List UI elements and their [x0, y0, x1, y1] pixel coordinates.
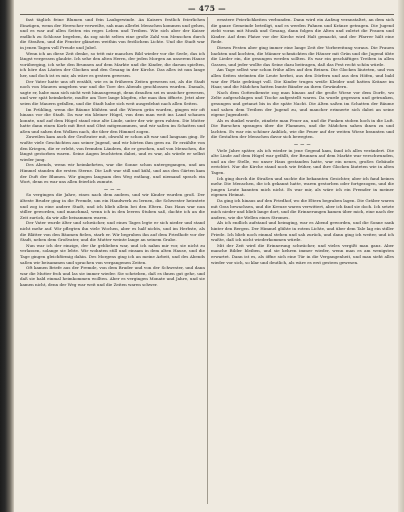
paragraph: Nun war ich der einzige, der ihr geblieben war, und ich nahm mir vor, sie nicht zu verlassen, solange sie lebte. Wir wohnten still und einsam in dem alten Hause, und die Tage gingen gleichförmig dahin. Des Morgens ging ich an meine Arbeit, und des Abends saßen wir beisammen und sprachen von vergangenen Zeiten. — [20, 242, 205, 265]
paragraph: Da ging ich hinaus auf den Friedhof, wo die Eltern begraben lagen. Die Gräber waren mit Gras bewachsen, und die Kreuze waren verwittert, aber ich fand sie doch. Ich setzte mich nieder und blieb lange dort, und die Erinnerungen kamen über mich, eine nach der andern, wie die Wellen eines Stromes. — [211, 198, 394, 220]
paragraph: So vergingen die Jahre, eines nach dem andern, und wir Kinder wurden groß. Der älteste Bruder ging in die Fremde, um ein Handwerk zu lernen, die Schwester heiratete und zog in eine andere Stadt, und ich blieb allein bei den Eltern. Das Haus war nun stiller geworden, und manchmal, wenn ich in den leeren Stuben saß, dachte ich an die Zeit zurück, da wir alle beisammen waren. — [20, 192, 205, 220]
page-edge — [398, 0, 404, 512]
page-header — [18, 4, 396, 14]
paragraph: Als es dunkel wurde, zündete man Feuer an, und die Funken stoben hoch in die Luft. Die Burschen sprangen über die Flammen, und die Mädchen sahen ihnen zu und lachten. Es war ein schöner Anblick, wie die Feuer auf der weiten Wiese brannten und die Gestalten der Menschen davor sich bewegten. — [211, 117, 394, 140]
paragraph: Oft kamen Briefe aus der Fremde, von dem Bruder und von der Schwester, und dann war die Mutter froh und las sie immer wieder. Sie schrieben, daß es ihnen gut gehe, und daß sie bald einmal heimkommen wollten. Aber es vergingen Monate und Jahre, und sie kamen nicht, denn der Weg war weit und die Zeiten waren schwer. — [20, 265, 205, 287]
paragraph: fast täglich feine Blumen und fein Laubgewinde. An Kaisers festlich feierlichen Einzügen, wenn der Herrscher verweilte, sah man allerlei Menschen kommen und gehen, und es war auf allen Seiten ein reges Leben und Treiben. Wie sich aber der Kaiser endlich zu Schlosse begeben, da zog nicht selten eine große Zahl von Menschen durch die Straßen, und die Fenster glänzten weithin von festlichem Lichte. Und die Stadt war in jenen Tagen voll Freude und Jubel. — [20, 17, 205, 50]
header-rule — [20, 14, 394, 15]
paragraph: Als ich endlich aufstand und heimging, war es Abend geworden, und die Sonne sank hinter den Bergen. Der Himmel glühte in rotem Lichte, und über dem Tale lag ein stiller Friede. Ich blieb noch einmal stehen und sah zurück, und dann ging ich weiter, und ich wußte, daß ich nicht wiederkommen würde. — [211, 220, 394, 243]
paragraph: Diesen Festen aber ging immer eine lange Zeit der Vorbereitung voraus. Die Frauen backten und kochten, die Männer schmückten die Häuser mit Grün und die Jugend übte die Lieder ein, die gesungen werden sollten. Es war ein geschäftiges Treiben in allen Gassen, und jeder wollte das Seine dazu beitragen, daß das Fest recht schön würde. — [211, 44, 394, 67]
right-column — [211, 17, 394, 504]
column-divider — [207, 17, 208, 504]
page-number: — 475 — — [188, 4, 226, 13]
paragraph: ernstere Feierlichkeiten verbunden. Dann wird ein Aufzug veranstaltet, an dem sich die ganze Gemeinde beteiligt, und es werden Fahnen und Kränze getragen. Die Jugend zieht voran mit Musik und Gesang, dann folgen die Alten und zuletzt die Frauen und Kinder. Auf dem Platze vor der Kirche wird Halt gemacht, und der Pfarrer hält eine Rede. — [211, 17, 394, 45]
paragraph: Der Vater hatte uns oft erzählt, wie es in früheren Zeiten gewesen sei, als die Stadt noch von Mauern umgeben war und die Tore des Abends geschlossen wurden. Damals, sagte er, habe man sich nicht weit hinausgewagt, denn draußen sei es unsicher gewesen, und wer spät heimkehrte, mußte am Tore lange klopfen, ehe man ihm öffnete. Jetzt aber seien die Mauern gefallen, und die Stadt habe sich weit ausgedehnt nach allen Seiten. — [20, 78, 205, 106]
section-divider: — — — — [104, 185, 121, 191]
paragraph: Nach dem Gottesdienste zog man hinaus auf die große Wiese vor dem Dorfe, wo Zelte aufgeschlagen und Tische aufgestellt waren. Da wurde gegessen und getrunken, gesungen und getanzt bis in die späte Nacht. Die Alten saßen im Schatten der Bäume und sahen dem Treiben der Jugend zu, und mancher erinnerte sich dabei an seine eigene Jugendzeit. — [211, 89, 394, 118]
book-spine-shadow — [0, 0, 14, 512]
paragraph: Wenn ich an diese Zeit denke, so tritt mir manches Bild wieder vor die Seele, das ich längst vergessen glaubte. Ich sehe den alten Herrn, der jeden Morgen an unserem Hause vorüberging, ich sehe den Brunnen auf dem Markte und die Kinder, die darum spielten, ich höre das Läuten der Glocken und den Gesang in der Kirche. Das alles ist nun lange her, und doch ist es mir, als wäre es gestern gewesen. — [20, 50, 205, 78]
paragraph: Des Abends, wenn wir heimkehrten, war die Sonne schon untergegangen, und am Himmel standen die ersten Sterne. Die Luft war still und kühl, und aus den Gärten kam der Duft der Blumen. Wir gingen langsam den Weg entlang, und niemand sprach ein Wort, denn es war uns allen feierlich zumute. — [20, 162, 205, 185]
paragraph: Mit der Zeit wird die Erinnerung schwächer, und vieles vergißt man ganz. Aber manche Bilder bleiben, und sie kehren immer wieder, wenn man es am wenigsten erwartet. Dann ist es, als öffne sich eine Tür in die Vergangenheit, und man sieht alles wieder vor sich, so klar und deutlich, als wäre es erst gestern gewesen. — [211, 242, 394, 265]
paragraph: Viele Jahre später, als ich wieder in jene Gegend kam, fand ich alles verändert. Die alte Linde auf dem Hügel war gefällt, der Brunnen auf dem Markte war verschwunden, und an der Stelle, wo unser Haus gestanden hatte, war ein neues, großes Gebäude errichtet. Nur die Kirche stand noch wie früher, und ihre Glocken läuteten wie in alten Tagen. — [211, 147, 394, 176]
left-column — [20, 17, 205, 504]
paragraph: Der Vater wurde älter und schwächer, und eines Tages legte er sich nieder und stand nicht mehr auf. Wir pflegten ihn viele Wochen, aber es half nichts, und im Herbste, als die Blätter von den Bäumen fielen, starb er. Wir begruben ihn auf dem Friedhofe vor der Stadt, neben dem Großvater, und die Mutter weinte lange an seinem Grabe. — [20, 220, 205, 243]
paragraph: Im Frühling, wenn die Bäume blühten und die Wiesen grün wurden, gingen wir oft hinaus vor die Stadt. Da war ein kleiner Hügel, von dem man weit ins Land schauen konnte, und auf dem Hügel stand eine alte Linde, unter der wir gern ruhten. Die Mutter hatte dann einen Korb mit Brot und Obst mitgenommen, und wir saßen im Schatten und aßen und sahen den Wolken nach, die über den Himmel zogen. — [20, 106, 205, 134]
paragraph: Zuweilen kam auch der Großvater mit, obwohl er schon alt war und langsam ging. Er wußte viele Geschichten aus seiner Jugend, und wir hörten ihm gern zu. Er erzählte von den Kriegen, die er erlebt, von fremden Ländern, die er gesehen, und von Menschen, die längst gestorben waren. Seine Augen leuchteten dabei, und es war, als würde er selbst wieder jung. — [20, 134, 205, 162]
section-divider: — — — — [294, 141, 311, 147]
paragraph: Am Tage selbst war schon frühe alles auf den Beinen. Die Glocken läuteten, und von allen Seiten strömten die Leute herbei, aus den Dörfern und aus den Höfen, und bald war der Platz gedrängt voll. Die Kinder trugen weiße Kleider und hatten Kränze im Haar, und die Mädchen hatten bunte Bänder an ihren Gewändern. — [211, 67, 394, 90]
paragraph: Ich ging durch die Straßen und suchte die bekannten Gesichter, aber ich fand keines mehr. Die Menschen, die ich gekannt hatte, waren gestorben oder fortgezogen, und die jungen Leute kannten mich nicht. Es war mir, als wäre ich ein Fremder in meiner eigenen Heimat. — [211, 175, 394, 198]
